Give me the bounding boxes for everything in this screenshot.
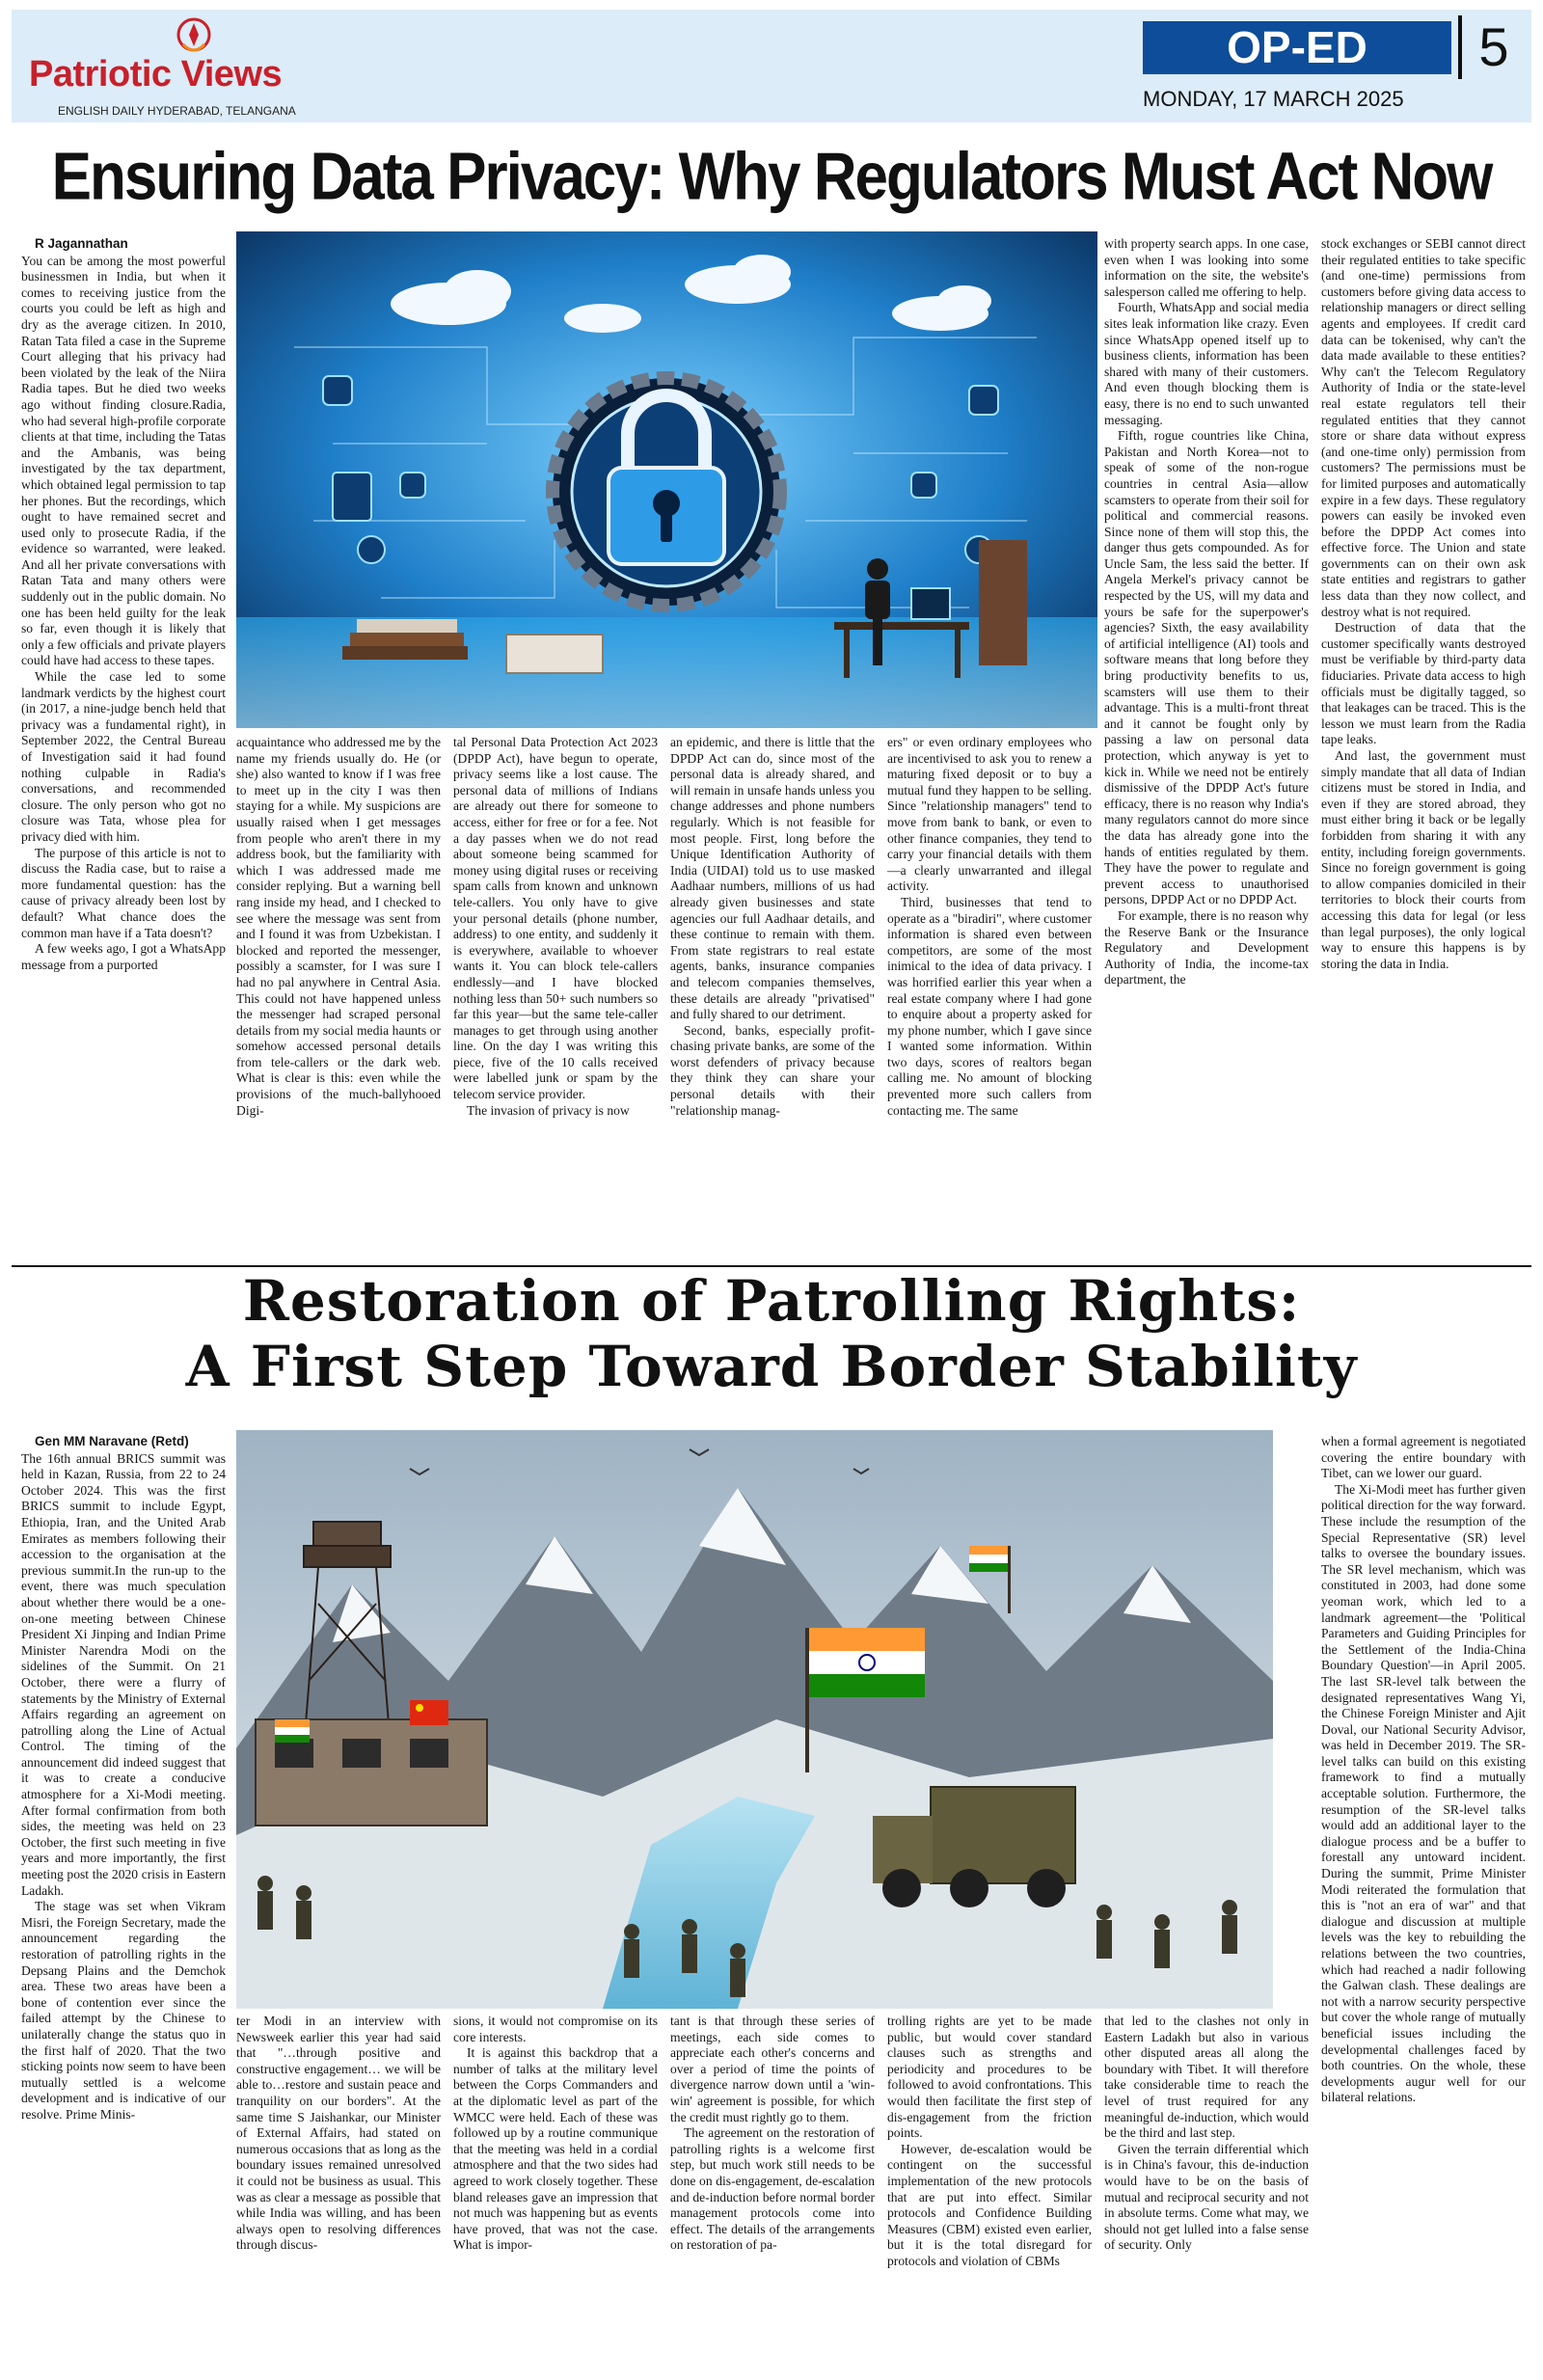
paragraph: acquaintance who addressed me by the name my friends usually do. He (or she) also wanted to know if I was free to meet up in the city I was then staying for a while. My suspicions are usually raised when I get messages from people who aren't there in my address book, but the familiarity with which I was addressed made me consider replying. But a warning bell rang inside my head, and I checked to see where the message was sent from and I found it was from Uzbekistan. I blocked and reported the messenger, possibly a scamster, for I was sure I had no pal anywhere in Central Asia. This could not have happened unless the messenger had scraped personal details from my social media haunts or somehow accessed personal details from tele-callers or the dark web. What is clear is this: even while the provisions of the much-ballyhooed Digi-: [236, 735, 441, 1118]
paragraph: an epidemic, and there is little that the DPDP Act can do, since most of the personal data is already shared, and will remain in unsafe hands unless you change addresses and phone numbers regularly. Which is not feasible for most people. First, long before the Unique Identification Authority of India (UIDAI) told us to use masked Aadhaar numbers, millions of us had already given businesses and state agencies our full Aadhaar details, and these continue to remain with them. From state registrars to real estate agents, banks, insurance companies and telecom companies themselves, these details are already "privatised" and fully shared to our detriment.: [670, 735, 875, 1022]
paragraph: While the case led to some landmark verdicts by the highest court (in 2017, a nine-judge bench held that privacy was a fundamental right), in September 2022, the Central Bureau of Investigation said it had found nothing culpable in Radia's conversations, and recommended closure. The only person who got no closure was Tata, whose plea for privacy died with him.: [21, 669, 226, 844]
article2-column: [236, 2014, 441, 2360]
article1-column: [1104, 236, 1309, 1261]
paragraph: when a formal agreement is negotiated covering the entire boundary with Tibet, can we lower our guard.: [1321, 1434, 1526, 1481]
article2-byline: Gen MM Naravane (Retd): [35, 1434, 189, 1448]
paragraph: stock exchanges or SEBI cannot direct their regulated entities to take specific (and one-time) permissions from customers before giving data access to relationship managers or direct selling agents and employees. If credit card data can be tokenised, why can't the data made available to these entities? Why can't the Telecom Regulatory Authority of India or the state-level real estate regulators tell their regulated entities that they cannot store or share data without express (and one-time only) permission from customers? The permissions must be for limited purposes and automatically expire in a few days. These regulatory powers can easily be invoked even before the DPDP Act comes into effective force. The Union and state governments can on their own ask state entities and registrars to gather less data than they now collect, and destroy what is not required.: [1321, 236, 1526, 619]
paragraph: You can be among the most powerful businessmen in India, but when it comes to receiving justice from the courts you could be left as high and dry as the average citizen. In 2010, Ratan Tata filed a case in the Supreme Court alleging that his privacy had been violated by the leak of the Niira Radia tapes. But he died two weeks ago without finding closure.Radia, who had several high-profile corporate clients at that time, including the Tatas and the Ambanis, was being investigated by the tax department, which obtained legal permission to tap her phones. But the recordings, which ought to have remained secret and used only to prosecute Radia, if the evidence so warranted, were leaked. And all her private conversations with Ratan Tata and many others were suddenly out in the public domain. No one has been held guilty for the leak so far, even though it is likely that only a few officials and private players could have had access to these tapes.: [21, 253, 226, 668]
paragraph: The stage was set when Vikram Misri, the Foreign Secretary, made the announcement regarding the restoration of patrolling rights in the Depsang Plains and the Demchok area. These two areas have been a bone of contention ever since the failed attempt by the Chinese to unilaterally change the status quo in the first half of 2020. That the two sticking points now seem to have been mutually settled is a welcome development and is indicative of our resolve. Prime Minis-: [21, 1899, 226, 2122]
paragraph: ers" or even ordinary employees who are incentivised to ask you to renew a maturing fixed deposit or to buy a mutual fund they happen to be selling. Since "relationship managers" tend to move from bank to bank, or even to other finance companies, they tend to carry your financial details with them—a clearly unwarranted and illegal activity.: [887, 735, 1092, 894]
article2-column: [453, 2014, 658, 2360]
chinese-flag-icon: [410, 1700, 448, 1725]
section-label: OP-ED: [1143, 21, 1451, 74]
article2-column: [670, 2014, 875, 2360]
paragraph: However, de-escalation would be contingent on the successful implementation of the new protocols that are put into effect. Similar protocols and Confidence Building Measures (CBM) existed even earlier, but it is the total disregard for protocols and violation of CBMs: [887, 2141, 1092, 2268]
paragraph: Third, businesses that tend to operate as a "biradiri", where customer information is shared even between competitors, are some of the most inimical to the idea of data privacy. I was horrified earlier this year when a real estate company where I had gone to enquire about a property asked for my phone number, which I gave since I wanted some information. Within two days, scores of realtors began calling me. No amount of blocking prevented more such callers from contacting me. The same: [887, 894, 1092, 1118]
paragraph: tal Personal Data Protection Act 2023 (DPDP Act), have begun to operate, privacy seems like a lost cause. The personal data of millions of Indians are already out there for someone to access, either for free or for a fee. Not a day passes when we do not read about someone being scammed for money using digital ruses or receiving spam calls from known and unknown tele-callers. You only have to give your personal details (phone number, address) to one entity, and suddenly it is everywhere, available to whoever wants it. You can block tele-callers endlessly—and I have blocked nothing less than 50+ such numbers so far this year—but the same tele-caller manages to get through using another line. On the day I was writing this piece, five of the 10 calls received were labelled junk or spam by the telecom service provider.: [453, 735, 658, 1102]
issue-date: MONDAY, 17 MARCH 2025: [1143, 87, 1404, 111]
article2-headline-line1: Restoration of Patrolling Rights:: [242, 1268, 1301, 1334]
paragraph: The purpose of this article is not to discuss the Radia case, but to raise a more fundamental question: has the cause of privacy already been lost by default? What chance does the common man have if a Tata doesn't?: [21, 845, 226, 940]
paragraph: A few weeks ago, I got a WhatsApp message from a purported: [21, 941, 226, 972]
paragraph: And last, the government must simply mandate that all data of Indian citizens must be stored in India, and even if they are stored abroad, they must either bring it back or be legally forbidden from sharing it with any entity, including foreign governments. Since no foreign government is going to allow companies domiciled in their territories to block their courts from accessing this data for legal (or less than legal purposes), the only logical way to ensure this happens is by storing the data in India.: [1321, 748, 1526, 971]
article1-column: [670, 735, 875, 1261]
paragraph: The agreement on the restoration of patrolling rights is a welcome first step, but much work still needs to be done on dis-engagement, de-escalation and de-induction before normal border management protocols come into effect. The details of the arrangements on restoration of pa-: [670, 2125, 875, 2253]
article2-column: [1104, 2014, 1309, 2360]
article1-column: [236, 735, 441, 1261]
paragraph: The Xi-Modi meet has further given political direction for the way forward. These include the resumption of the Special Representative (SR) level talks to oversee the boundary issues. The SR level mechanism, which was constituted in 2003, had done some yeoman work, which led to a landmark agreement—the 'Political Parameters and Guiding Principles for the Settlement of the India-China Boundary Question'—in April 2005. The last SR-level talk between the designated representatives Wang Yi, the Chinese Foreign Minister and Ajit Doval, our National Security Advisor, was held in December 2019. The SR-level talks can build on this existing framework to find a mutually acceptable solution. Furthermore, the resumption of the SR-level talks would add an additional layer to the dialogue process and be a buffer to forestall any untoward incident. During the summit, Prime Minister Modi reiterated the formulation that this is "not an era of war" and that dialogue and discussion at multiple levels was the key to rebuilding the relations between the two countries, which had reached a nadir following the Galwan clash. These dealings are not with a narrow security perspective but cover the whole range of mutually beneficial issues including the developmental challenges faced by both countries. On the whole, these developments augur well for our bilateral relations.: [1321, 1481, 1526, 2105]
article2-headline-line2: A First Step Toward Border Stability: [185, 1334, 1358, 1399]
article-divider: [12, 1265, 1531, 1267]
paragraph: For example, there is no reason why the Reserve Bank or the Insurance Regulatory and Development Authority of India, the income-tax department, the: [1104, 907, 1309, 987]
article1-column: [1321, 236, 1526, 1261]
paragraph: Second, banks, especially profit-chasing private banks, are some of the worst defenders of privacy because they think they can share your personal details with their "relationship manag-: [670, 1022, 875, 1118]
border-patrol-illustration: [236, 1430, 1273, 2009]
paragraph: sions, it would not compromise on its core interests.: [453, 2014, 658, 2044]
logo-tagline: ENGLISH DAILY HYDERABAD, TELANGANA: [58, 104, 296, 118]
article1-column: [21, 236, 226, 1261]
paragraph: Fourth, WhatsApp and social media sites leak information like crazy. Even since WhatsApp opened itself up to business clients, information has been shared with many of their customers. And even though blocking them is easy, there is no end to such unwanted messaging.: [1104, 300, 1309, 427]
article1-column: [887, 735, 1092, 1261]
logo-emblem-icon: [176, 17, 212, 52]
paragraph: The 16th annual BRICS summit was held in Kazan, Russia, from 22 to 24 October 2024. This was the first BRICS summit to include Egypt, Ethiopia, Iran, and the United Arab Emirates as members following their accession to the organisation at the previous summit.In the run-up to the event, there was much speculation about whether there would be a one-on-one meeting between Chinese President Xi Jinping and Indian Prime Minister Narendra Modi on the sidelines of the Summit. On 21 October, there were a flurry of statements by the Ministry of External Affairs regarding an agreement on patrolling along the Line of Actual Control. The timing of the announcement did indeed suggest that it was to create a conducive atmosphere for a Xi-Modi meeting. After formal confirmation from both sides, the meeting was held on 23 October, the first such meeting in five years and more importantly, the first meeting post the 2020 crisis in Eastern Ladakh.: [21, 1450, 226, 1898]
paragraph: tant is that through these series of meetings, each side comes to appreciate each other's concerns and over a period of time the points of divergence narrow down until a 'win-win' agreement is possible, for which the credit must rightly go to them.: [670, 2014, 875, 2124]
article1-column: [453, 735, 658, 1261]
paragraph: Fifth, rogue countries like China, Pakistan and North Korea—not to speak of some of the non-rogue countries in central Asia—allow scamsters to operate from their soil for political and commercial reasons. Since none of them will stop this, the danger thus gets compounded. As for Uncle Sam, the less said the better. If Angela Merkel's privacy cannot be respected by the US, will my data and yours be safe for the superpower's agencies? Sixth, the easy availability of artificial intelligence (AI) tools and software means that long before they bring productivity benefits to us, scamsters will use them to their advantage. This is a multi-front threat and it cannot be fought only by passing a law on personal data protection, which anyway is yet to kick in. While we need not be entirely dismissive of the DPDP Act's future efficacy, there is no reason why India's many regulators cannot do more since the data has already gone into the hands of entities regulated by them. They have the power to regulate and prevent access to unauthorised persons, DPDP Act or no DPDP Act.: [1104, 428, 1309, 907]
logo-text: Patriotic Views: [29, 54, 283, 95]
paragraph: that led to the clashes not only in Eastern Ladakh but also in various other disputed areas all along the boundary with Tibet. It will therefore take considerable time to reach the level of trust required for any meaningful de-induction, which would be the third and last step.: [1104, 2014, 1309, 2141]
article2-column: [1321, 1434, 1526, 2360]
article1-headline: Ensuring Data Privacy: Why Regulators Must Act Now: [51, 139, 1492, 215]
paragraph: ter Modi in an interview with Newsweek earlier this year had said that "…through positive and constructive engagement… we will be able to…restore and sustain peace and tranquility on our borders". At the same time S Jaishankar, our Minister of External Affairs, had stated on numerous occasions that as long as the boundary issues remained unresolved it could not be business as usual. This was as clear a message as possible that while India was willing, and has been always open to resolving differences through discus-: [236, 2014, 441, 2253]
masthead: [12, 10, 1531, 122]
paragraph: with property search apps. In one case, even when I was looking into some information on the site, the website's salesperson called me offering to help.: [1104, 236, 1309, 299]
article2-column: [21, 1434, 226, 2360]
paragraph: The invasion of privacy is now: [467, 1102, 630, 1118]
article1-byline: R Jagannathan: [35, 236, 128, 251]
newspaper-logo[interactable]: [21, 15, 368, 118]
paragraph: It is against this backdrop that a number of talks at the military level between the Corps Commanders and at the diplomatic level as part of the WMCC were held. Each of these was followed up by a routine communique that the meeting was held in a cordial atmosphere and that the two sides had agreed to work closely together. These bland releases gave an impression that not much was happening but as events have proved, that was not the case. What is impor-: [453, 2045, 658, 2253]
paragraph: trolling rights are yet to be made public, but would cover standard clauses such as strengths and periodicity and procedures to be followed to avoid confrontations. This would then facilitate the first step of dis-engagement from the friction points.: [887, 2014, 1092, 2141]
page-number: 5: [1458, 15, 1526, 79]
article2-column: [887, 2014, 1092, 2360]
paragraph: Given the terrain differential which is in China's favour, this de-induction would have to be on the basis of mutual and reciprocal security and not in absolute terms. Come what may, we should not get lulled into a false sense of security. Only: [1104, 2141, 1309, 2253]
paragraph: Destruction of data that the customer specifically wants destroyed must be verifiable by third-party data fiduciaries. Private data access to high officials must be digitally tagged, so that leakages can be traced. This is the lesson we must learn from the Radia tape leaks.: [1321, 620, 1526, 747]
article2-headline: [0, 1268, 1543, 1399]
data-privacy-illustration: [236, 231, 1097, 728]
